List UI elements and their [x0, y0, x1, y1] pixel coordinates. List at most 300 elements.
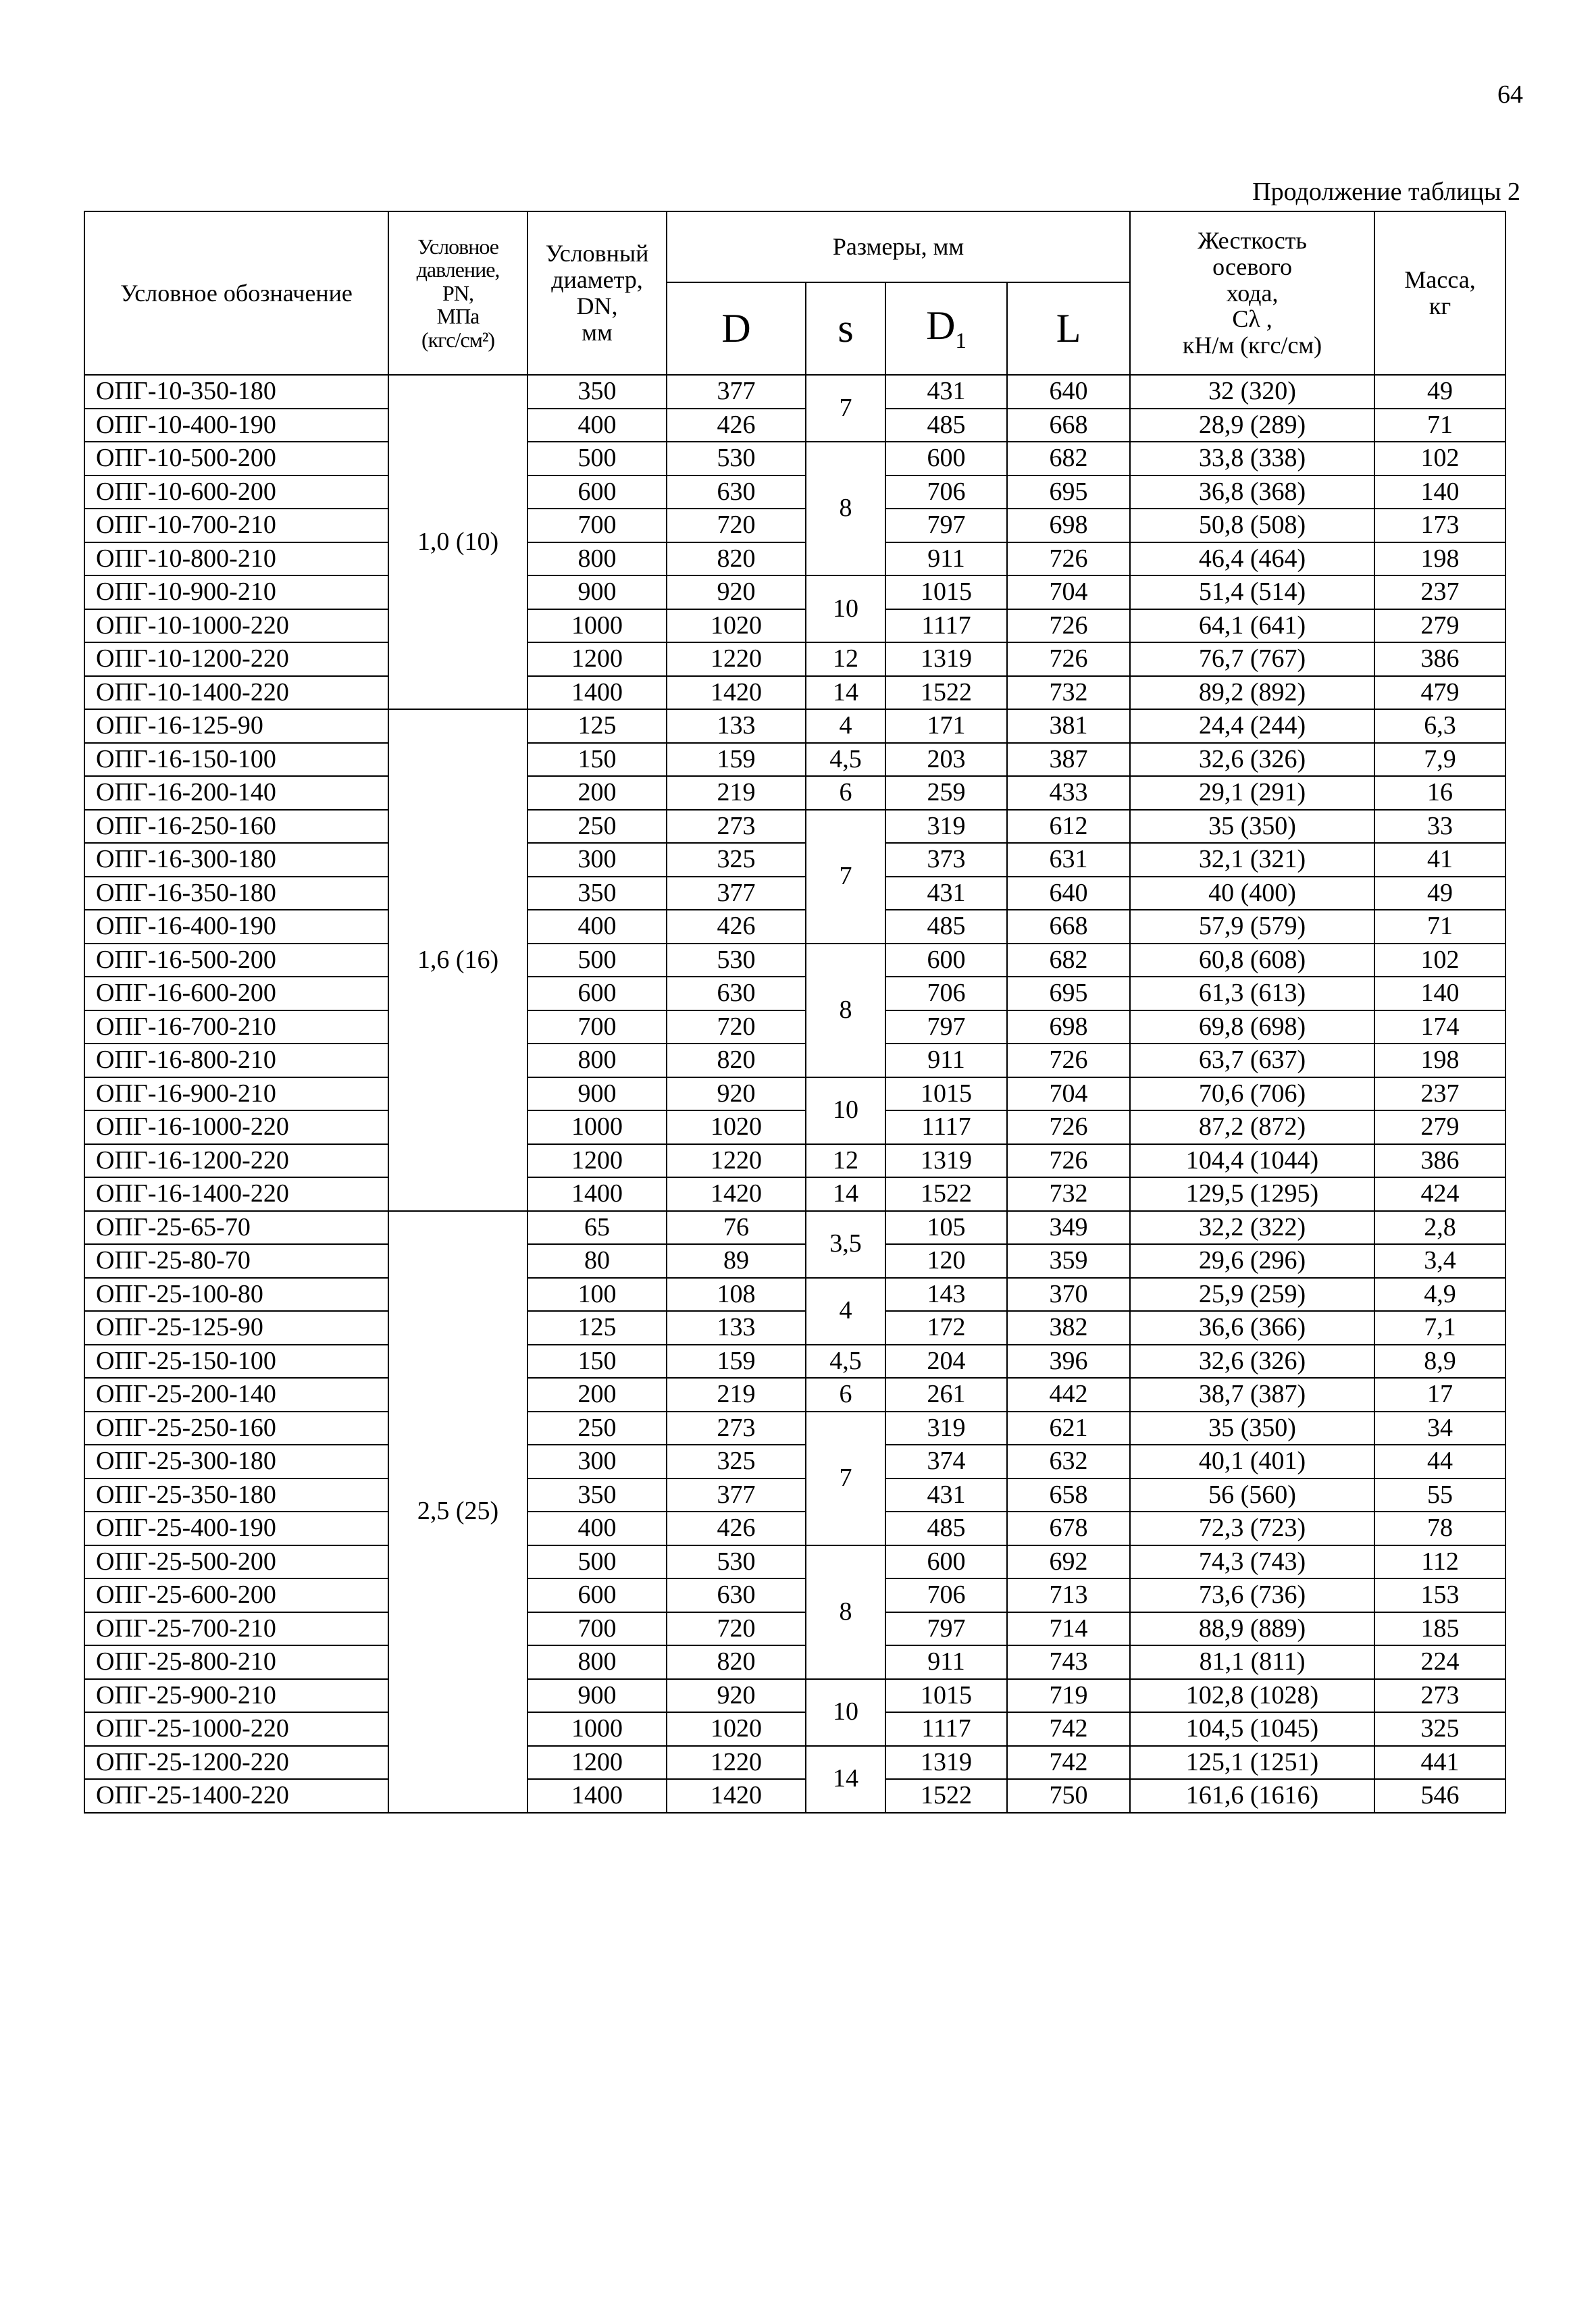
page-number: 64	[1497, 80, 1523, 109]
d-cell: 630	[667, 977, 806, 1010]
d1-cell: 1522	[885, 1177, 1007, 1211]
table-caption: Продолжение таблицы 2	[1252, 178, 1520, 206]
s-cell: 14	[806, 1746, 885, 1813]
mass-cell: 325	[1374, 1712, 1505, 1746]
d1-cell: 1522	[885, 676, 1007, 710]
designation-cell: ОПГ-16-900-210	[84, 1077, 388, 1111]
designation-cell: ОПГ-25-800-210	[84, 1645, 388, 1679]
table-header	[84, 211, 1505, 375]
s-cell: 8	[806, 1545, 885, 1679]
table-row	[84, 1378, 1505, 1412]
d1-cell: 259	[885, 776, 1007, 810]
table-row	[84, 1345, 1505, 1379]
l-cell: 719	[1007, 1679, 1130, 1713]
dn-cell: 800	[527, 1044, 667, 1077]
d1-cell: 261	[885, 1378, 1007, 1412]
designation-cell: ОПГ-16-600-200	[84, 977, 388, 1010]
dn-cell: 1200	[527, 642, 667, 676]
dn-cell: 400	[527, 409, 667, 442]
l-cell: 742	[1007, 1746, 1130, 1780]
designation-cell: ОПГ-10-1400-220	[84, 676, 388, 710]
mass-cell: 441	[1374, 1746, 1505, 1780]
stiffness-cell: 38,7 (387)	[1130, 1378, 1374, 1412]
designation-cell: ОПГ-25-350-180	[84, 1479, 388, 1512]
mass-cell: 273	[1374, 1679, 1505, 1713]
mass-cell: 386	[1374, 642, 1505, 676]
dn-cell: 80	[527, 1244, 667, 1278]
l-cell: 695	[1007, 977, 1130, 1010]
l-cell: 678	[1007, 1512, 1130, 1545]
stiffness-cell: 104,5 (1045)	[1130, 1712, 1374, 1746]
table-row	[84, 910, 1505, 944]
s-cell: 10	[806, 575, 885, 642]
d-cell: 377	[667, 1479, 806, 1512]
l-cell: 668	[1007, 910, 1130, 944]
designation-cell: ОПГ-25-900-210	[84, 1679, 388, 1713]
table-row	[84, 810, 1505, 844]
stiffness-cell: 32,1 (321)	[1130, 843, 1374, 877]
d-cell: 530	[667, 1545, 806, 1579]
table-row	[84, 1144, 1505, 1178]
l-cell: 640	[1007, 375, 1130, 409]
l-cell: 382	[1007, 1311, 1130, 1345]
mass-cell: 55	[1374, 1479, 1505, 1512]
table-row	[84, 509, 1505, 542]
table-row	[84, 609, 1505, 643]
designation-cell: ОПГ-25-1200-220	[84, 1746, 388, 1780]
d-cell: 273	[667, 1412, 806, 1445]
stiffness-cell: 50,8 (508)	[1130, 509, 1374, 542]
s-cell: 6	[806, 1378, 885, 1412]
mass-cell: 49	[1374, 877, 1505, 910]
l-cell: 732	[1007, 1177, 1130, 1211]
stiffness-cell: 36,6 (366)	[1130, 1311, 1374, 1345]
designation-cell: ОПГ-10-400-190	[84, 409, 388, 442]
s-cell: 12	[806, 642, 885, 676]
header-pressure: Условное давление, PN, МПа (кгс/см²)	[388, 211, 527, 375]
table-row	[84, 1545, 1505, 1579]
d-cell: 89	[667, 1244, 806, 1278]
l-cell: 370	[1007, 1278, 1130, 1312]
mass-cell: 44	[1374, 1445, 1505, 1479]
stiffness-cell: 35 (350)	[1130, 1412, 1374, 1445]
mass-cell: 424	[1374, 1177, 1505, 1211]
designation-cell: ОПГ-25-500-200	[84, 1545, 388, 1579]
designation-cell: ОПГ-25-1000-220	[84, 1712, 388, 1746]
mass-cell: 546	[1374, 1779, 1505, 1813]
table-row	[84, 1077, 1505, 1111]
l-cell: 381	[1007, 709, 1130, 743]
l-cell: 640	[1007, 877, 1130, 910]
d-cell: 1420	[667, 1779, 806, 1813]
mass-cell: 8,9	[1374, 1345, 1505, 1379]
l-cell: 726	[1007, 542, 1130, 576]
header-mass: Масса, кг	[1374, 211, 1505, 375]
stiffness-cell: 35 (350)	[1130, 810, 1374, 844]
designation-cell: ОПГ-25-700-210	[84, 1612, 388, 1646]
dn-cell: 1200	[527, 1144, 667, 1178]
header-s: s	[806, 282, 885, 375]
l-cell: 359	[1007, 1244, 1130, 1278]
l-cell: 704	[1007, 1077, 1130, 1111]
d-cell: 1420	[667, 1177, 806, 1211]
table-row	[84, 1278, 1505, 1312]
stiffness-cell: 36,8 (368)	[1130, 475, 1374, 509]
d-cell: 325	[667, 1445, 806, 1479]
designation-cell: ОПГ-10-1200-220	[84, 642, 388, 676]
mass-cell: 279	[1374, 1110, 1505, 1144]
designation-cell: ОПГ-25-80-70	[84, 1244, 388, 1278]
d-cell: 273	[667, 810, 806, 844]
designation-cell: ОПГ-16-1400-220	[84, 1177, 388, 1211]
dn-cell: 350	[527, 1479, 667, 1512]
d1-cell: 171	[885, 709, 1007, 743]
s-cell: 4,5	[806, 1345, 885, 1379]
d1-cell: 203	[885, 743, 1007, 777]
l-cell: 714	[1007, 1612, 1130, 1646]
stiffness-cell: 74,3 (743)	[1130, 1545, 1374, 1579]
stiffness-cell: 40 (400)	[1130, 877, 1374, 910]
d-cell: 630	[667, 1578, 806, 1612]
s-cell: 14	[806, 1177, 885, 1211]
stiffness-cell: 125,1 (1251)	[1130, 1746, 1374, 1780]
l-cell: 433	[1007, 776, 1130, 810]
header-designation: Условное обозначение	[84, 211, 388, 375]
stiffness-cell: 51,4 (514)	[1130, 575, 1374, 609]
mass-cell: 17	[1374, 1378, 1505, 1412]
d1-cell: 797	[885, 1612, 1007, 1646]
l-cell: 726	[1007, 1044, 1130, 1077]
designation-cell: ОПГ-16-250-160	[84, 810, 388, 844]
stiffness-cell: 32,6 (326)	[1130, 1345, 1374, 1379]
header-d: D	[667, 282, 806, 375]
d-cell: 820	[667, 542, 806, 576]
dn-cell: 250	[527, 1412, 667, 1445]
dn-cell: 1400	[527, 1779, 667, 1813]
designation-cell: ОПГ-16-800-210	[84, 1044, 388, 1077]
d1-cell: 172	[885, 1311, 1007, 1345]
d1-cell: 1117	[885, 609, 1007, 643]
designation-cell: ОПГ-25-150-100	[84, 1345, 388, 1379]
stiffness-cell: 33,8 (338)	[1130, 442, 1374, 475]
stiffness-cell: 72,3 (723)	[1130, 1512, 1374, 1545]
s-cell: 8	[806, 442, 885, 575]
designation-cell: ОПГ-16-500-200	[84, 944, 388, 977]
dn-cell: 900	[527, 1077, 667, 1111]
mass-cell: 140	[1374, 475, 1505, 509]
header-d1: $D_1$	[885, 282, 1007, 375]
l-cell: 726	[1007, 1110, 1130, 1144]
d-cell: 530	[667, 442, 806, 475]
mass-cell: 4,9	[1374, 1278, 1505, 1312]
dn-cell: 1000	[527, 609, 667, 643]
table-row	[84, 1479, 1505, 1512]
designation-cell: ОПГ-25-125-90	[84, 1311, 388, 1345]
designation-cell: ОПГ-10-900-210	[84, 575, 388, 609]
dn-cell: 65	[527, 1211, 667, 1245]
stiffness-cell: 32,6 (326)	[1130, 743, 1374, 777]
stiffness-cell: 63,7 (637)	[1130, 1044, 1374, 1077]
mass-cell: 2,8	[1374, 1211, 1505, 1245]
dn-cell: 125	[527, 1311, 667, 1345]
designation-cell: ОПГ-25-100-80	[84, 1278, 388, 1312]
stiffness-cell: 46,4 (464)	[1130, 542, 1374, 576]
table-body	[84, 375, 1505, 1813]
s-cell: 4	[806, 709, 885, 743]
dn-cell: 800	[527, 1645, 667, 1679]
dn-cell: 400	[527, 1512, 667, 1545]
mass-cell: 16	[1374, 776, 1505, 810]
designation-cell: ОПГ-10-500-200	[84, 442, 388, 475]
stiffness-cell: 29,6 (296)	[1130, 1244, 1374, 1278]
d1-cell: 911	[885, 1044, 1007, 1077]
mass-cell: 102	[1374, 442, 1505, 475]
d1-cell: 319	[885, 810, 1007, 844]
designation-cell: ОПГ-16-150-100	[84, 743, 388, 777]
l-cell: 732	[1007, 676, 1130, 710]
s-cell: 7	[806, 1412, 885, 1545]
dn-cell: 900	[527, 1679, 667, 1713]
d-cell: 159	[667, 743, 806, 777]
d1-cell: 600	[885, 944, 1007, 977]
s-cell: 3,5	[806, 1211, 885, 1278]
designation-cell: ОПГ-16-300-180	[84, 843, 388, 877]
dn-cell: 1000	[527, 1712, 667, 1746]
table-row	[84, 575, 1505, 609]
dn-cell: 300	[527, 1445, 667, 1479]
stiffness-cell: 61,3 (613)	[1130, 977, 1374, 1010]
d-cell: 1020	[667, 1110, 806, 1144]
l-cell: 668	[1007, 409, 1130, 442]
dn-cell: 250	[527, 810, 667, 844]
d-cell: 920	[667, 575, 806, 609]
d-cell: 159	[667, 1345, 806, 1379]
dn-cell: 600	[527, 977, 667, 1010]
l-cell: 658	[1007, 1479, 1130, 1512]
l-cell: 713	[1007, 1578, 1130, 1612]
d1-cell: 120	[885, 1244, 1007, 1278]
d1-cell: 706	[885, 475, 1007, 509]
dn-cell: 125	[527, 709, 667, 743]
d1-cell: 431	[885, 375, 1007, 409]
designation-cell: ОПГ-10-1000-220	[84, 609, 388, 643]
d1-cell: 706	[885, 1578, 1007, 1612]
s-cell: 6	[806, 776, 885, 810]
table-row	[84, 944, 1505, 977]
d-cell: 720	[667, 1010, 806, 1044]
designation-cell: ОПГ-16-200-140	[84, 776, 388, 810]
d-cell: 426	[667, 1512, 806, 1545]
d1-cell: 485	[885, 409, 1007, 442]
d1-cell: 1015	[885, 1679, 1007, 1713]
header-stiffness: Жесткость осевого хода, Cλ , кН/м (кгс/см)	[1130, 211, 1374, 375]
l-cell: 742	[1007, 1712, 1130, 1746]
d-cell: 820	[667, 1044, 806, 1077]
table-row	[84, 1746, 1505, 1780]
mass-cell: 33	[1374, 810, 1505, 844]
dn-cell: 150	[527, 743, 667, 777]
mass-cell: 102	[1374, 944, 1505, 977]
stiffness-cell: 161,6 (1616)	[1130, 1779, 1374, 1813]
mass-cell: 71	[1374, 910, 1505, 944]
mass-cell: 479	[1374, 676, 1505, 710]
mass-cell: 3,4	[1374, 1244, 1505, 1278]
designation-cell: ОПГ-16-700-210	[84, 1010, 388, 1044]
mass-cell: 7,9	[1374, 743, 1505, 777]
l-cell: 698	[1007, 1010, 1130, 1044]
table-row	[84, 1612, 1505, 1646]
d-cell: 133	[667, 709, 806, 743]
table-row	[84, 1578, 1505, 1612]
stiffness-cell: 88,9 (889)	[1130, 1612, 1374, 1646]
l-cell: 621	[1007, 1412, 1130, 1445]
dn-cell: 500	[527, 1545, 667, 1579]
mass-cell: 140	[1374, 977, 1505, 1010]
l-cell: 704	[1007, 575, 1130, 609]
header-sizes: Размеры, мм	[667, 211, 1130, 282]
d1-cell: 706	[885, 977, 1007, 1010]
stiffness-cell: 28,9 (289)	[1130, 409, 1374, 442]
stiffness-cell: 57,9 (579)	[1130, 910, 1374, 944]
stiffness-cell: 32,2 (322)	[1130, 1211, 1374, 1245]
d1-cell: 105	[885, 1211, 1007, 1245]
mass-cell: 49	[1374, 375, 1505, 409]
table-row	[84, 977, 1505, 1010]
d1-cell: 143	[885, 1278, 1007, 1312]
s-cell: 4	[806, 1278, 885, 1345]
dn-cell: 700	[527, 509, 667, 542]
stiffness-cell: 29,1 (291)	[1130, 776, 1374, 810]
mass-cell: 41	[1374, 843, 1505, 877]
d1-cell: 1117	[885, 1712, 1007, 1746]
d-cell: 325	[667, 843, 806, 877]
d-cell: 426	[667, 409, 806, 442]
designation-cell: ОПГ-16-1000-220	[84, 1110, 388, 1144]
table-row	[84, 375, 1505, 409]
l-cell: 349	[1007, 1211, 1130, 1245]
l-cell: 726	[1007, 642, 1130, 676]
d1-cell: 204	[885, 1345, 1007, 1379]
s-cell: 4,5	[806, 743, 885, 777]
dn-cell: 700	[527, 1010, 667, 1044]
l-cell: 442	[1007, 1378, 1130, 1412]
dn-cell: 350	[527, 375, 667, 409]
d1-cell: 431	[885, 1479, 1007, 1512]
s-cell: 14	[806, 676, 885, 710]
d-cell: 1220	[667, 1746, 806, 1780]
pressure-cell: 2,5 (25)	[388, 1211, 527, 1813]
designation-cell: ОПГ-10-600-200	[84, 475, 388, 509]
dn-cell: 150	[527, 1345, 667, 1379]
dn-cell: 400	[527, 910, 667, 944]
d1-cell: 1522	[885, 1779, 1007, 1813]
mass-cell: 34	[1374, 1412, 1505, 1445]
designation-cell: ОПГ-10-700-210	[84, 509, 388, 542]
table-row	[84, 442, 1505, 475]
dn-cell: 700	[527, 1612, 667, 1646]
d1-cell: 1117	[885, 1110, 1007, 1144]
d1-cell: 1319	[885, 1746, 1007, 1780]
dn-cell: 100	[527, 1278, 667, 1312]
d-cell: 219	[667, 1378, 806, 1412]
dn-cell: 500	[527, 944, 667, 977]
stiffness-cell: 102,8 (1028)	[1130, 1679, 1374, 1713]
designation-cell: ОПГ-25-300-180	[84, 1445, 388, 1479]
dn-cell: 1200	[527, 1746, 667, 1780]
designation-cell: ОПГ-25-400-190	[84, 1512, 388, 1545]
stiffness-cell: 40,1 (401)	[1130, 1445, 1374, 1479]
d-cell: 1220	[667, 1144, 806, 1178]
mass-cell: 224	[1374, 1645, 1505, 1679]
table-row	[84, 743, 1505, 777]
mass-cell: 7,1	[1374, 1311, 1505, 1345]
dn-cell: 200	[527, 776, 667, 810]
dn-cell: 500	[527, 442, 667, 475]
d1-cell: 1319	[885, 642, 1007, 676]
dn-cell: 600	[527, 1578, 667, 1612]
d-cell: 76	[667, 1211, 806, 1245]
stiffness-cell: 69,8 (698)	[1130, 1010, 1374, 1044]
designation-cell: ОПГ-25-200-140	[84, 1378, 388, 1412]
stiffness-cell: 25,9 (259)	[1130, 1278, 1374, 1312]
stiffness-cell: 60,8 (608)	[1130, 944, 1374, 977]
designation-cell: ОПГ-16-350-180	[84, 877, 388, 910]
stiffness-cell: 70,6 (706)	[1130, 1077, 1374, 1111]
d1-cell: 485	[885, 1512, 1007, 1545]
table-row	[84, 475, 1505, 509]
s-cell: 7	[806, 810, 885, 944]
table-row	[84, 1244, 1505, 1278]
table-row	[84, 1311, 1505, 1345]
s-cell: 10	[806, 1679, 885, 1746]
l-cell: 682	[1007, 442, 1130, 475]
s-cell: 8	[806, 944, 885, 1077]
d-cell: 1420	[667, 676, 806, 710]
d1-cell: 431	[885, 877, 1007, 910]
d-cell: 108	[667, 1278, 806, 1312]
d-cell: 1020	[667, 1712, 806, 1746]
mass-cell: 198	[1374, 1044, 1505, 1077]
l-cell: 726	[1007, 1144, 1130, 1178]
pressure-cell: 1,6 (16)	[388, 709, 527, 1211]
stiffness-cell: 76,7 (767)	[1130, 642, 1374, 676]
l-cell: 612	[1007, 810, 1130, 844]
s-cell: 10	[806, 1077, 885, 1144]
d-cell: 1020	[667, 609, 806, 643]
l-cell: 692	[1007, 1545, 1130, 1579]
l-cell: 632	[1007, 1445, 1130, 1479]
table-row	[84, 1110, 1505, 1144]
table-row	[84, 709, 1505, 743]
pressure-cell: 1,0 (10)	[388, 375, 527, 709]
table-row	[84, 676, 1505, 710]
table-row	[84, 1177, 1505, 1211]
table-row	[84, 877, 1505, 910]
mass-cell: 71	[1374, 409, 1505, 442]
dn-cell: 350	[527, 877, 667, 910]
stiffness-cell: 87,2 (872)	[1130, 1110, 1374, 1144]
designation-cell: ОПГ-25-600-200	[84, 1578, 388, 1612]
table-row	[84, 1779, 1505, 1813]
d1-cell: 911	[885, 542, 1007, 576]
dn-cell: 300	[527, 843, 667, 877]
table-row	[84, 409, 1505, 442]
dn-cell: 1000	[527, 1110, 667, 1144]
d1-cell: 797	[885, 509, 1007, 542]
d-cell: 720	[667, 1612, 806, 1646]
d1-cell: 485	[885, 910, 1007, 944]
d-cell: 920	[667, 1679, 806, 1713]
